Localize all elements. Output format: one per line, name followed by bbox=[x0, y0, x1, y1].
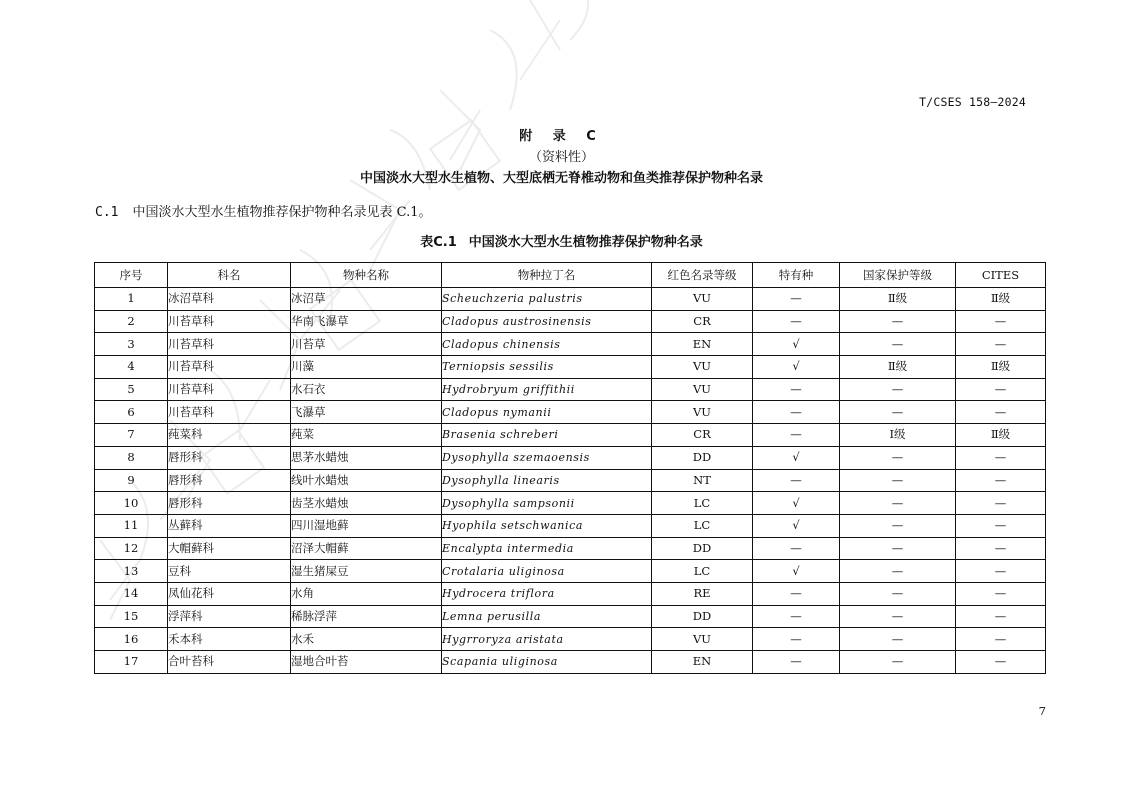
table-row bbox=[95, 560, 1046, 583]
cell-redlist: LC bbox=[652, 492, 753, 515]
cell-national-protection: — bbox=[840, 560, 956, 583]
cell-species-name: 川苔草 bbox=[291, 333, 442, 356]
cell-latin-name: Encalypta intermedia bbox=[442, 537, 652, 560]
table-row bbox=[95, 582, 1046, 605]
cell-national-protection: — bbox=[840, 446, 956, 469]
cell-national-protection: — bbox=[840, 469, 956, 492]
cell-redlist: EN bbox=[652, 651, 753, 674]
cell-endemic: — bbox=[753, 537, 840, 560]
table-header-row bbox=[95, 263, 1046, 288]
cell-cites: Ⅱ级 bbox=[956, 288, 1046, 311]
cell-endemic: — bbox=[753, 582, 840, 605]
table-row bbox=[95, 651, 1046, 674]
table-row bbox=[95, 356, 1046, 379]
table-row bbox=[95, 628, 1046, 651]
cell-cites: Ⅱ级 bbox=[956, 424, 1046, 447]
appendix-name: 中国淡水大型水生植物、大型底栖无脊椎动物和鱼类推荐保护物种名录 bbox=[359, 171, 763, 186]
cell-family: 浮萍科 bbox=[168, 605, 291, 628]
cell-serial: 3 bbox=[95, 333, 168, 356]
cell-national-protection: — bbox=[840, 582, 956, 605]
cell-national-protection: Ⅱ级 bbox=[840, 288, 956, 311]
species-table bbox=[94, 262, 1046, 674]
cell-family: 川苔草科 bbox=[168, 401, 291, 424]
cell-species-name: 川藻 bbox=[291, 356, 442, 379]
table-row bbox=[95, 537, 1046, 560]
table-row bbox=[95, 605, 1046, 628]
cell-national-protection: Ⅱ级 bbox=[840, 356, 956, 379]
cell-latin-name: Hydrocera triflora bbox=[442, 582, 652, 605]
appendix-nature: （资料性） bbox=[528, 150, 594, 165]
cell-cites: Ⅱ级 bbox=[956, 356, 1046, 379]
cell-cites: — bbox=[956, 537, 1046, 560]
column-header: 序号 bbox=[95, 263, 168, 288]
cell-redlist: LC bbox=[652, 560, 753, 583]
cell-national-protection: — bbox=[840, 514, 956, 537]
cell-family: 川苔草科 bbox=[168, 356, 291, 379]
cell-serial: 10 bbox=[95, 492, 168, 515]
cell-family: 川苔草科 bbox=[168, 378, 291, 401]
cell-serial: 5 bbox=[95, 378, 168, 401]
clause-text: 中国淡水大型水生植物推荐保护物种名录见表 C.1。 bbox=[132, 205, 432, 220]
cell-national-protection: — bbox=[840, 310, 956, 333]
cell-latin-name: Hydrobryum griffithii bbox=[442, 378, 652, 401]
cell-family: 冰沼草科 bbox=[168, 288, 291, 311]
cell-species-name: 水禾 bbox=[291, 628, 442, 651]
cell-species-name: 湿地合叶苔 bbox=[291, 651, 442, 674]
cell-serial: 6 bbox=[95, 401, 168, 424]
cell-endemic: √ bbox=[753, 492, 840, 515]
cell-latin-name: Lemna perusilla bbox=[442, 605, 652, 628]
cell-serial: 4 bbox=[95, 356, 168, 379]
cell-latin-name: Crotalaria uliginosa bbox=[442, 560, 652, 583]
cell-serial: 15 bbox=[95, 605, 168, 628]
cell-species-name: 湿生猪屎豆 bbox=[291, 560, 442, 583]
cell-species-name: 稀脉浮萍 bbox=[291, 605, 442, 628]
cell-species-name: 飞瀑草 bbox=[291, 401, 442, 424]
cell-endemic: — bbox=[753, 401, 840, 424]
cell-cites: — bbox=[956, 582, 1046, 605]
cell-species-name: 四川湿地藓 bbox=[291, 514, 442, 537]
cell-endemic: — bbox=[753, 651, 840, 674]
table-row bbox=[95, 446, 1046, 469]
cell-national-protection: — bbox=[840, 333, 956, 356]
cell-species-name: 莼菜 bbox=[291, 424, 442, 447]
cell-species-name: 冰沼草 bbox=[291, 288, 442, 311]
table-row bbox=[95, 492, 1046, 515]
standard-number: T/CSES 158—2024 bbox=[919, 95, 1026, 109]
column-header: 国家保护等级 bbox=[840, 263, 956, 288]
cell-serial: 1 bbox=[95, 288, 168, 311]
cell-serial: 16 bbox=[95, 628, 168, 651]
cell-cites: — bbox=[956, 514, 1046, 537]
cell-latin-name: Hyophila setschwanica bbox=[442, 514, 652, 537]
cell-cites: — bbox=[956, 310, 1046, 333]
cell-serial: 12 bbox=[95, 537, 168, 560]
table-row bbox=[95, 469, 1046, 492]
cell-endemic: — bbox=[753, 378, 840, 401]
cell-latin-name: Dysophylla sampsonii bbox=[442, 492, 652, 515]
cell-endemic: — bbox=[753, 310, 840, 333]
cell-redlist: VU bbox=[652, 401, 753, 424]
cell-latin-name: Dysophylla linearis bbox=[442, 469, 652, 492]
cell-latin-name: Dysophylla szemaoensis bbox=[442, 446, 652, 469]
table-row bbox=[95, 401, 1046, 424]
cell-species-name: 沼泽大帽藓 bbox=[291, 537, 442, 560]
cell-latin-name: Terniopsis sessilis bbox=[442, 356, 652, 379]
cell-serial: 7 bbox=[95, 424, 168, 447]
table-row bbox=[95, 333, 1046, 356]
cell-endemic: √ bbox=[753, 514, 840, 537]
cell-redlist: DD bbox=[652, 446, 753, 469]
table-number: 表C.1 bbox=[420, 235, 457, 250]
table-row bbox=[95, 424, 1046, 447]
table-title: 中国淡水大型水生植物推荐保护物种名录 bbox=[468, 235, 703, 250]
cell-family: 豆科 bbox=[168, 560, 291, 583]
cell-latin-name: Brasenia schreberi bbox=[442, 424, 652, 447]
cell-redlist: NT bbox=[652, 469, 753, 492]
appendix-heading bbox=[0, 126, 1123, 189]
cell-species-name: 华南飞瀑草 bbox=[291, 310, 442, 333]
cell-endemic: √ bbox=[753, 446, 840, 469]
cell-family: 唇形科 bbox=[168, 469, 291, 492]
clause-c1 bbox=[95, 201, 432, 220]
cell-family: 凤仙花科 bbox=[168, 582, 291, 605]
cell-redlist: LC bbox=[652, 514, 753, 537]
column-header: CITES bbox=[956, 263, 1046, 288]
cell-cites: — bbox=[956, 333, 1046, 356]
cell-species-name: 思茅水蜡烛 bbox=[291, 446, 442, 469]
table-row bbox=[95, 288, 1046, 311]
cell-redlist: RE bbox=[652, 582, 753, 605]
cell-family: 川苔草科 bbox=[168, 333, 291, 356]
table-caption bbox=[0, 231, 1123, 250]
column-header: 红色名录等级 bbox=[652, 263, 753, 288]
column-header: 物种名称 bbox=[291, 263, 442, 288]
cell-cites: — bbox=[956, 651, 1046, 674]
cell-latin-name: Scapania uliginosa bbox=[442, 651, 652, 674]
cell-national-protection: Ⅰ级 bbox=[840, 424, 956, 447]
cell-national-protection: — bbox=[840, 651, 956, 674]
cell-family: 禾本科 bbox=[168, 628, 291, 651]
cell-family: 大帽藓科 bbox=[168, 537, 291, 560]
cell-cites: — bbox=[956, 401, 1046, 424]
cell-redlist: CR bbox=[652, 310, 753, 333]
table-row bbox=[95, 378, 1046, 401]
cell-endemic: — bbox=[753, 628, 840, 651]
cell-national-protection: — bbox=[840, 605, 956, 628]
cell-endemic: — bbox=[753, 469, 840, 492]
cell-national-protection: — bbox=[840, 492, 956, 515]
cell-latin-name: Cladopus nymanii bbox=[442, 401, 652, 424]
cell-endemic: — bbox=[753, 424, 840, 447]
cell-endemic: — bbox=[753, 605, 840, 628]
cell-species-name: 水石衣 bbox=[291, 378, 442, 401]
cell-redlist: VU bbox=[652, 378, 753, 401]
cell-serial: 2 bbox=[95, 310, 168, 333]
cell-latin-name: Hygrroryza aristata bbox=[442, 628, 652, 651]
cell-latin-name: Cladopus chinensis bbox=[442, 333, 652, 356]
cell-cites: — bbox=[956, 560, 1046, 583]
cell-redlist: VU bbox=[652, 356, 753, 379]
cell-family: 川苔草科 bbox=[168, 310, 291, 333]
cell-serial: 13 bbox=[95, 560, 168, 583]
column-header: 物种拉丁名 bbox=[442, 263, 652, 288]
page-number: 7 bbox=[1038, 704, 1046, 718]
cell-family: 莼菜科 bbox=[168, 424, 291, 447]
cell-redlist: CR bbox=[652, 424, 753, 447]
clause-number: C.1 bbox=[95, 205, 119, 220]
cell-redlist: DD bbox=[652, 537, 753, 560]
table-row bbox=[95, 514, 1046, 537]
cell-cites: — bbox=[956, 446, 1046, 469]
cell-cites: — bbox=[956, 628, 1046, 651]
cell-cites: — bbox=[956, 469, 1046, 492]
cell-species-name: 齿茎水蜡烛 bbox=[291, 492, 442, 515]
table-row bbox=[95, 310, 1046, 333]
cell-national-protection: — bbox=[840, 401, 956, 424]
column-header: 科名 bbox=[168, 263, 291, 288]
cell-endemic: √ bbox=[753, 356, 840, 379]
cell-endemic: √ bbox=[753, 560, 840, 583]
cell-cites: — bbox=[956, 378, 1046, 401]
cell-endemic: — bbox=[753, 288, 840, 311]
cell-cites: — bbox=[956, 605, 1046, 628]
cell-national-protection: — bbox=[840, 628, 956, 651]
cell-species-name: 水角 bbox=[291, 582, 442, 605]
appendix-title: 附 录 C bbox=[519, 129, 604, 144]
cell-redlist: EN bbox=[652, 333, 753, 356]
cell-family: 丛藓科 bbox=[168, 514, 291, 537]
cell-serial: 17 bbox=[95, 651, 168, 674]
cell-cites: — bbox=[956, 492, 1046, 515]
cell-endemic: √ bbox=[753, 333, 840, 356]
cell-species-name: 线叶水蜡烛 bbox=[291, 469, 442, 492]
cell-redlist: VU bbox=[652, 288, 753, 311]
cell-redlist: VU bbox=[652, 628, 753, 651]
cell-latin-name: Cladopus austrosinensis bbox=[442, 310, 652, 333]
cell-family: 唇形科 bbox=[168, 492, 291, 515]
column-header: 特有种 bbox=[753, 263, 840, 288]
cell-national-protection: — bbox=[840, 537, 956, 560]
cell-serial: 8 bbox=[95, 446, 168, 469]
cell-family: 唇形科 bbox=[168, 446, 291, 469]
cell-serial: 9 bbox=[95, 469, 168, 492]
cell-redlist: DD bbox=[652, 605, 753, 628]
cell-family: 合叶苔科 bbox=[168, 651, 291, 674]
cell-latin-name: Scheuchzeria palustris bbox=[442, 288, 652, 311]
cell-national-protection: — bbox=[840, 378, 956, 401]
cell-serial: 14 bbox=[95, 582, 168, 605]
cell-serial: 11 bbox=[95, 514, 168, 537]
